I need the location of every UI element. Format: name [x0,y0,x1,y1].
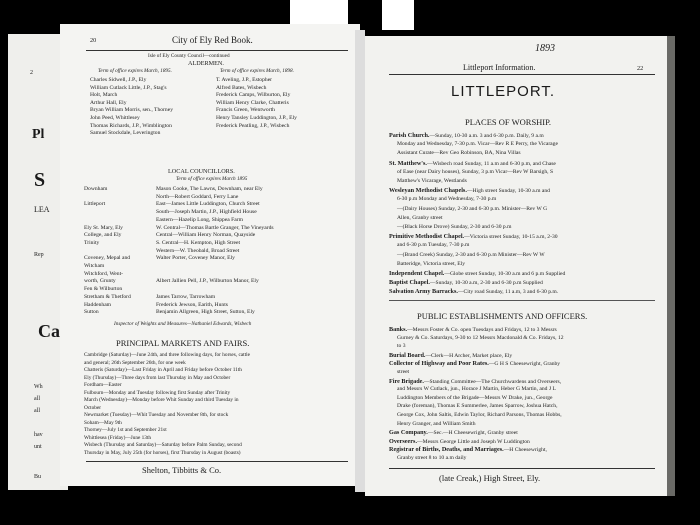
public-row-text: —Messrs George Little and Joseph W Luddington [417,438,530,445]
book-right-edge [667,36,675,496]
worship-row [389,279,543,286]
worship-row [389,132,544,139]
councillor-name: Central—William Henry Norman, Quayside [156,232,256,239]
councillor-name: W. Central—Thomas Bartle Granger, The Vineyards [156,224,274,231]
worship-row [389,270,565,277]
worship-row-heading: Wesleyan Methodist Chapels. [389,187,467,195]
worship-row [397,141,558,147]
behind-letters-2: S [34,169,46,191]
councillor-place: Downham [84,186,108,192]
worship-row [389,288,558,295]
worship-row [397,242,469,248]
public-row [397,455,466,461]
right-mid-rule [389,300,655,301]
left-footer: Shelton, Tibbitts & Co. [142,465,222,475]
councillor-name: Benjamin Allgreen, High Street, Sutton, Ely [156,309,255,316]
alderman-left-row: Charles Sidwell, J.P., Ely [90,77,147,83]
councillor-place: Witcham [84,263,105,269]
worship-row-text: and 6-30 p.m Tuesday, 7-30 p.m [397,242,470,249]
market-row: Cambridge (Saturday)—June 24th, and three following days, for horses, cattle [84,352,250,358]
councillor-name: S. Central—H. Kempton, High Street [156,239,241,246]
worship-row-text: Allen, Granby street [397,214,443,221]
councillor-name: South—Joseph Martin, J.P., Highfield House [156,209,257,216]
market-row: Whittlesea (Friday)—June 13th [84,434,152,441]
public-row [389,446,547,453]
right-header-rule [389,74,655,75]
market-row: Thursday in May, July 25th (for horses), first Thursday in August (boasts) [84,449,241,456]
worship-row [397,150,521,156]
councillor-name: Frederick Jewson, Earith, Hunts [156,301,228,308]
public-row-text: Drake (foreman), Thomas E Summerlee, James Sparrow, Joshua Hatch, [397,403,558,410]
worship-row [397,215,443,221]
worship-row [389,160,556,167]
behind-letters-9: hav [34,432,43,438]
right-page [365,36,667,496]
behind-letters-1: Pl [32,127,45,142]
left-page [60,24,360,486]
left-footer-rule [86,461,348,462]
public-row-heading: Banks. [389,326,408,333]
public-row [389,429,518,436]
worship-row-text: —(Dairy Houses) Sunday, 2-30 and 6-30 p.m. Minister—Rev W G [397,205,548,212]
councillor-name: James Tarrow, Tarrowham [156,293,216,300]
worship-row-heading: Primitive Methodist Chapel. [389,233,465,241]
worship-row [389,233,558,240]
alderman-left-row: John Peed, Whittlesey [90,115,140,121]
councillor-name: Mason Cooke, The Lawns, Downham, near Ely [156,186,263,192]
left-page-number: 20 [90,37,97,44]
market-row: Soham—May 9th [84,419,122,426]
worship-row-text: 6-30 p.m Monday and Wednesday, 7-30 p.m [397,196,497,203]
local-term: Term of office expires March 1895 [176,176,248,182]
public-row-heading: Collector of Highway and Poor Rates. [389,360,489,368]
councillor-place: Stretham & Thetford [84,293,131,300]
alderman-left-row: William Cutlack Little, J.P., Stag's [90,84,167,91]
public-row [397,335,564,341]
public-row-text: and Messrs W Cutlack, jun., Horace J Martin, Heber G Martin, and J L [397,386,556,393]
markets-title: PRINCIPAL MARKETS AND FAIRS. [116,338,250,348]
town-title: LITTLEPORT. [451,83,556,100]
worship-row-text: —City road Sunday, 11 a.m, 3 and 6-30 p.m. [457,289,559,296]
worship-row-text: Assistant Curate—Rev Geo Robinson, BA, Nina Villas [397,150,521,157]
public-row-heading: Burial Board. [389,351,426,359]
alderman-right-row: Francis Green, Wentworth [216,107,275,114]
public-row-text: —G H S Cheesewright, Granby [488,361,561,368]
public-row-heading: Overseers. [389,437,418,445]
public-row-text: Luddington Members of the Brigade—Messrs W Drake, jun., George [397,394,553,401]
right-page-number: 22 [637,65,644,72]
public-row [397,421,476,427]
alderman-left-row: Thomas Richards, J.P., Wimblington [90,122,172,129]
public-row-heading: Fire Brigade. [389,377,424,385]
book-spine [355,30,365,492]
public-row-text: Gurney & Co. Saturdays, 9-30 to 12 Messrs Macdonald & Co. Fridays, 12 [397,334,564,341]
public-row-text: street [397,369,410,375]
market-row: Chatteris (Saturday)—Last Friday in April and Friday before October 11th [84,367,242,373]
market-row: Newmarket (Tuesday)—Whit Tuesday and November 8th, for stock [84,412,229,418]
market-row: Ely (Thursday)—Three days from last Thursday in May and October [84,374,231,381]
worship-row-text: —(Black Horse Drove) Sunday, 2-30 and 6-30 p.m [397,224,512,230]
alderman-right-row: Henry Tansley Luddington, J.P., Ely [216,115,297,121]
public-row [389,326,557,333]
public-row [397,403,557,409]
public-row-text: —Clerk—H Archer, Market place, Ely [425,352,513,359]
right-footer: (late Creak,) High Street, Ely. [439,473,541,483]
public-row [397,369,409,375]
worship-row-text: Batteridge, Victoria street, Ely [397,260,466,267]
alderman-left-row: Holt, March [90,92,118,99]
public-row [389,360,560,367]
worship-row-heading: Parish Church. [389,132,430,139]
worship-row-text: —Sunday, 10-30 a.m, 2-30 and 6-30 p.m Supplied [429,280,543,287]
worship-row-heading: St. Matthew's. [389,159,427,167]
worship-row-heading: Salvation Army Barracks. [389,288,458,296]
public-row-text: Henry Granger, and William Smith [397,420,476,427]
local-councillors-title: LOCAL COUNCILLORS. [168,168,235,175]
right-footer-rule [389,468,655,469]
worship-row [397,224,511,230]
councillor-place: College, and Ely [84,232,122,239]
top-paper-tab-right [382,0,414,30]
councillor-place: Sutton [84,309,99,316]
worship-row [397,261,465,267]
market-row: and general; 26th September 26th, for one week [84,359,186,366]
alderman-left-row: Samuel Stockdale, Leverington [90,130,161,137]
worship-row-text: Matthew's Vicarage, Westlands [397,178,467,184]
worship-row-text: —High street Sunday, 10-30 a.m and [466,188,550,195]
councillor-name: Eastern—Hazelip Long, Shippea Farm [156,216,243,223]
alderman-right-row: Alfred Bates, Wisbech [216,84,267,91]
worship-row-text: —(Brand Creek) Sunday, 2-30 and 6-30 p.m Minister—Rev W W [397,251,545,258]
worship-row [397,178,467,184]
behind-letters-5: Ca [38,321,60,341]
market-row: October [84,404,102,411]
worship-row-text: —Globe street Sunday, 10-30 a.m and 6 p.m Supplied [444,271,566,277]
public-row [389,352,512,359]
public-row [397,395,553,401]
behind-letters-3: LEA [34,205,50,214]
inspector-line: Inspector of Weights and Measures—Nathaniel Edwards, Wisbech [114,321,252,327]
public-row-heading: Gas Company. [389,429,428,437]
worship-row-text: —Victoria street Sunday, 10-15 a.m, 2-30 [464,234,558,241]
behind-letters-10: unt [34,444,42,450]
worship-row-text: Monday and Wednesday, 7-30 p.m. Vicar—Rev R E Perry, the Vicarage [397,141,558,148]
worship-row [397,206,547,212]
public-row-text: —Messrs Foster & Co. open Tuesdays and Fridays, 12 to 3 Messrs [407,327,557,333]
public-title: PUBLIC ESTABLISHMENTS AND OFFICERS. [417,311,588,321]
worship-row-text: —Wisbech road Sunday, 11 a.m and 6-30 p.m, and Chase [426,160,556,167]
councillor-place: worth, Grunty [84,278,116,285]
alderman-left-row: Bryan William Morris, sen., Thorney [90,107,173,114]
worship-title: PLACES OF WORSHIP. [465,117,552,127]
market-row: Wisbech (Thursday and Saturday)—Saturday before Palm Sunday, second [84,442,242,448]
market-row: Fordham—Easter [84,382,122,388]
aldermen-term-left: Term of office expires March, 1895. [98,68,172,74]
market-row: March (Wednesday)—Monday before Whit Sunday and third Tuesday in [84,397,239,403]
public-row [389,378,561,385]
left-header-rule [86,50,348,51]
worship-row-heading: Independent Chapel. [389,270,445,277]
market-row: Fulbourn—Monday and Tuesday following first Sunday after Trinity [84,389,231,396]
handwritten-year: 1893 [535,43,555,54]
behind-letters-7: all [34,396,40,402]
council-section: Isle of Ely County Council—continued [148,53,230,59]
councillor-name: Western—W. Theobald, Broad Street [156,247,240,254]
councillor-name: Albert Jallien Pell, J.P., Wilburton Manor, Ely [156,278,259,285]
councillor-place: Trinity [84,239,100,246]
worship-row-text: of Ease (near Dairy houses), Sunday, 3 p.m Vicar—Rev W Barsigh, S [397,168,554,175]
right-running-header: Littleport Information. [463,63,536,72]
alderman-right-row: T. Aveling, J.P., Estopher [216,77,273,83]
councillor-place: Fen & Wilburton [84,286,123,293]
public-row [389,438,530,445]
behind-letters-6: Wh [34,384,43,390]
councillor-place: Haddenham [84,301,112,308]
public-row-text: to 3 [397,343,406,350]
worship-row-heading: Baptist Chapel. [389,279,430,287]
councillor-name: North—Robert Goddard, Ferry Lane [156,193,239,200]
aldermen-title: ALDERMEN. [188,60,224,67]
public-row-text: Granby street 8 to 10 a.m daily [397,455,467,461]
aldermen-term-right: Term of office expires March, 1898. [220,68,294,74]
alderman-left-row: Arthur Hall, Ely [90,99,127,106]
background-page-edge [8,34,68,490]
public-row [397,412,562,418]
councillor-name: Walter Porter, Coveney Manor, Ely [156,255,235,262]
public-row [397,343,406,349]
worship-row [389,187,550,194]
public-row [397,386,556,392]
worship-row [397,252,545,258]
public-row-text: —H Cheesewright, [503,447,547,454]
worship-row [397,169,553,175]
left-running-header: City of Ely Red Book. [172,35,253,45]
councillor-place: Coveney, Mepal and [84,255,131,262]
councillor-name: East—James Little Luddington, Church Street [156,201,260,208]
alderman-right-row: William Henry Clarke, Chatteris [216,99,289,106]
alderman-right-row: Frederick Camps, Wilburton, Ely [216,92,291,99]
behind-page-number: 2 [30,70,33,76]
behind-letters-11: Bu [34,474,42,480]
market-row: Thorney—July 1st and September 21st [84,427,167,433]
public-row-text: George Cox, John Saltis, Edwin Taylor, Richard Parsons, Thomas Hobbs, [397,412,562,418]
councillor-place: Ely St. Mary, Ely [84,224,123,231]
worship-row-text: —Sunday, 10-30 a.m. 3 and 6-30 p.m. Daily, 9 a.m [429,133,544,139]
public-row-text: —Standing Committee—The Churchwardens and Overseers, [423,378,562,385]
worship-row [397,196,496,202]
councillor-place: Witchford, Went- [84,270,123,277]
public-row-heading: Registrar of Births, Deaths, and Marriages. [389,446,504,454]
public-row-text: —Sec.—H Cheesewright, Granby street [427,430,518,437]
behind-letters-4: Rep [34,252,44,258]
behind-letters-8: all [34,408,40,414]
alderman-right-row: Frederick Peatling, J.P., Wisbech [216,122,290,129]
councillor-place: Littleport [84,201,106,208]
